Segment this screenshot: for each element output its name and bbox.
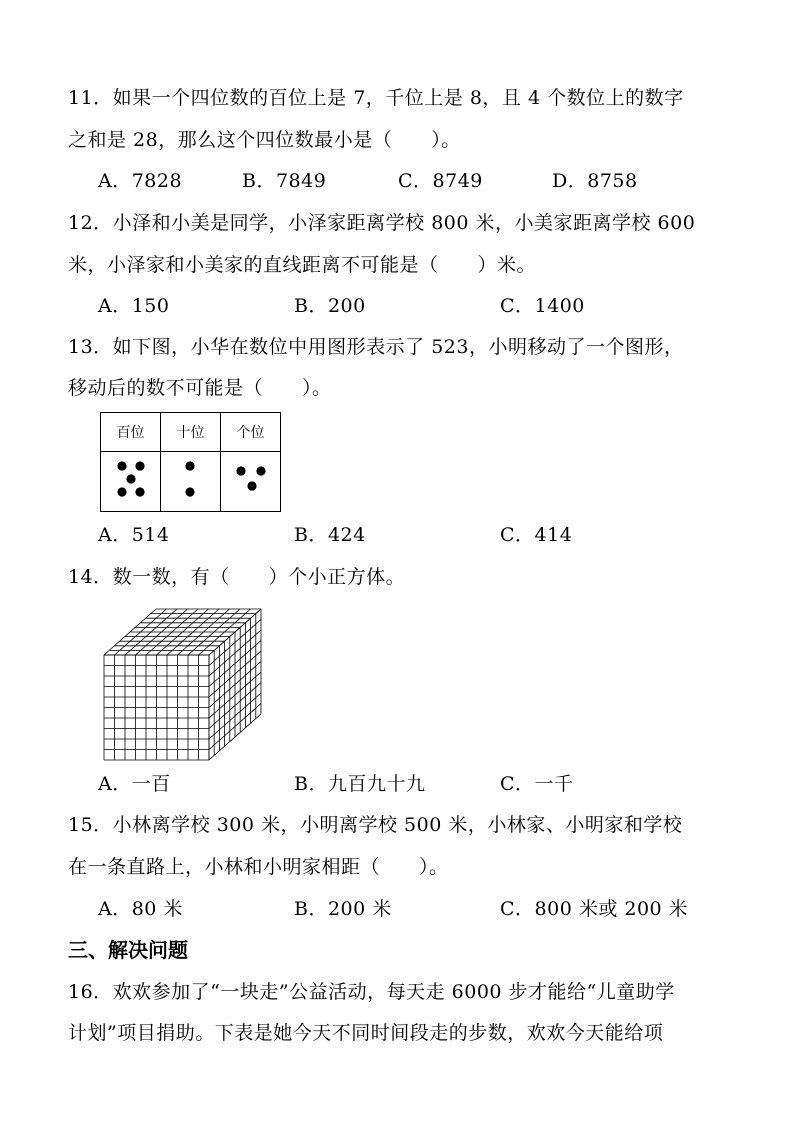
q11-option-d[interactable]: D．8758 — [552, 170, 638, 192]
dot — [117, 487, 126, 496]
dot — [135, 487, 144, 496]
q11-line1: 11．如果一个四位数的百位上是 7，千位上是 8，且 4 个数位上的数字 — [68, 87, 684, 109]
section-heading: 三、解决问题 — [68, 938, 188, 962]
q15-line1: 15．小林离学校 300 米，小明离学校 500 米，小林家、小明家和学校 — [68, 814, 683, 836]
cube-grid-lines — [104, 609, 261, 760]
q11-option-a[interactable]: A．7828 — [98, 170, 183, 192]
dot — [135, 461, 144, 470]
dot — [126, 474, 135, 483]
ones-dots — [221, 452, 280, 507]
q16-line2: 计划”项目捐助。下表是她今天不同时间段走的步数，欢欢今天能给项 — [68, 1022, 664, 1044]
q14-option-a[interactable]: A．一百 — [98, 773, 171, 795]
place-value-table — [100, 412, 281, 512]
dot — [247, 481, 256, 490]
q12-line2: 米，小泽家和小美家的直线距离不可能是（ ）米。 — [68, 254, 537, 276]
q15-line2: 在一条直路上，小林和小明家相距（ ）。 — [68, 856, 449, 878]
q11-option-c[interactable]: C．8749 — [398, 170, 483, 192]
q15-option-b[interactable]: B．200 米 — [294, 898, 392, 920]
dot — [117, 461, 126, 470]
q13-option-a[interactable]: A．514 — [98, 524, 170, 546]
q12-option-c[interactable]: C．1400 — [500, 295, 585, 317]
q14-option-b[interactable]: B．九百九十九 — [294, 773, 426, 795]
q13-option-b[interactable]: B．424 — [294, 524, 366, 546]
ones-cell — [221, 452, 281, 512]
header-ones: 个位 — [221, 413, 281, 452]
q15-option-c[interactable]: C．800 米或 200 米 — [500, 898, 689, 920]
q15-option-a[interactable]: A．80 米 — [98, 898, 183, 920]
q13-line2: 移动后的数不可能是（ ）。 — [68, 377, 332, 399]
q14-line1: 14．数一数，有（ ）个小正方体。 — [68, 566, 406, 588]
cube-diagram — [100, 600, 265, 765]
q14-option-c[interactable]: C．一千 — [500, 773, 574, 795]
hundreds-dots — [101, 452, 160, 507]
tens-cell — [161, 452, 221, 512]
header-tens: 十位 — [161, 413, 221, 452]
hundreds-cell — [101, 452, 161, 512]
dot — [185, 461, 194, 470]
q12-option-b[interactable]: B．200 — [294, 295, 366, 317]
q13-line1: 13．如下图，小华在数位中用图形表示了 523，小明移动了一个图形， — [68, 336, 684, 358]
dot — [256, 466, 265, 475]
tens-dots — [161, 452, 220, 507]
q11-option-b[interactable]: B．7849 — [242, 170, 327, 192]
q16-line1: 16．欢欢参加了“一块走”公益活动，每天走 6000 步才能给“儿童助学 — [68, 981, 675, 1003]
q12-line1: 12．小泽和小美是同学，小泽家距离学校 800 米，小美家距离学校 600 — [68, 212, 696, 234]
dot — [236, 466, 245, 475]
q11-line2: 之和是 28，那么这个四位数最小是（ ）。 — [68, 129, 461, 151]
q12-option-a[interactable]: A．150 — [98, 295, 170, 317]
q13-option-c[interactable]: C．414 — [500, 524, 573, 546]
header-hundreds: 百位 — [101, 413, 161, 452]
dot — [185, 487, 194, 496]
